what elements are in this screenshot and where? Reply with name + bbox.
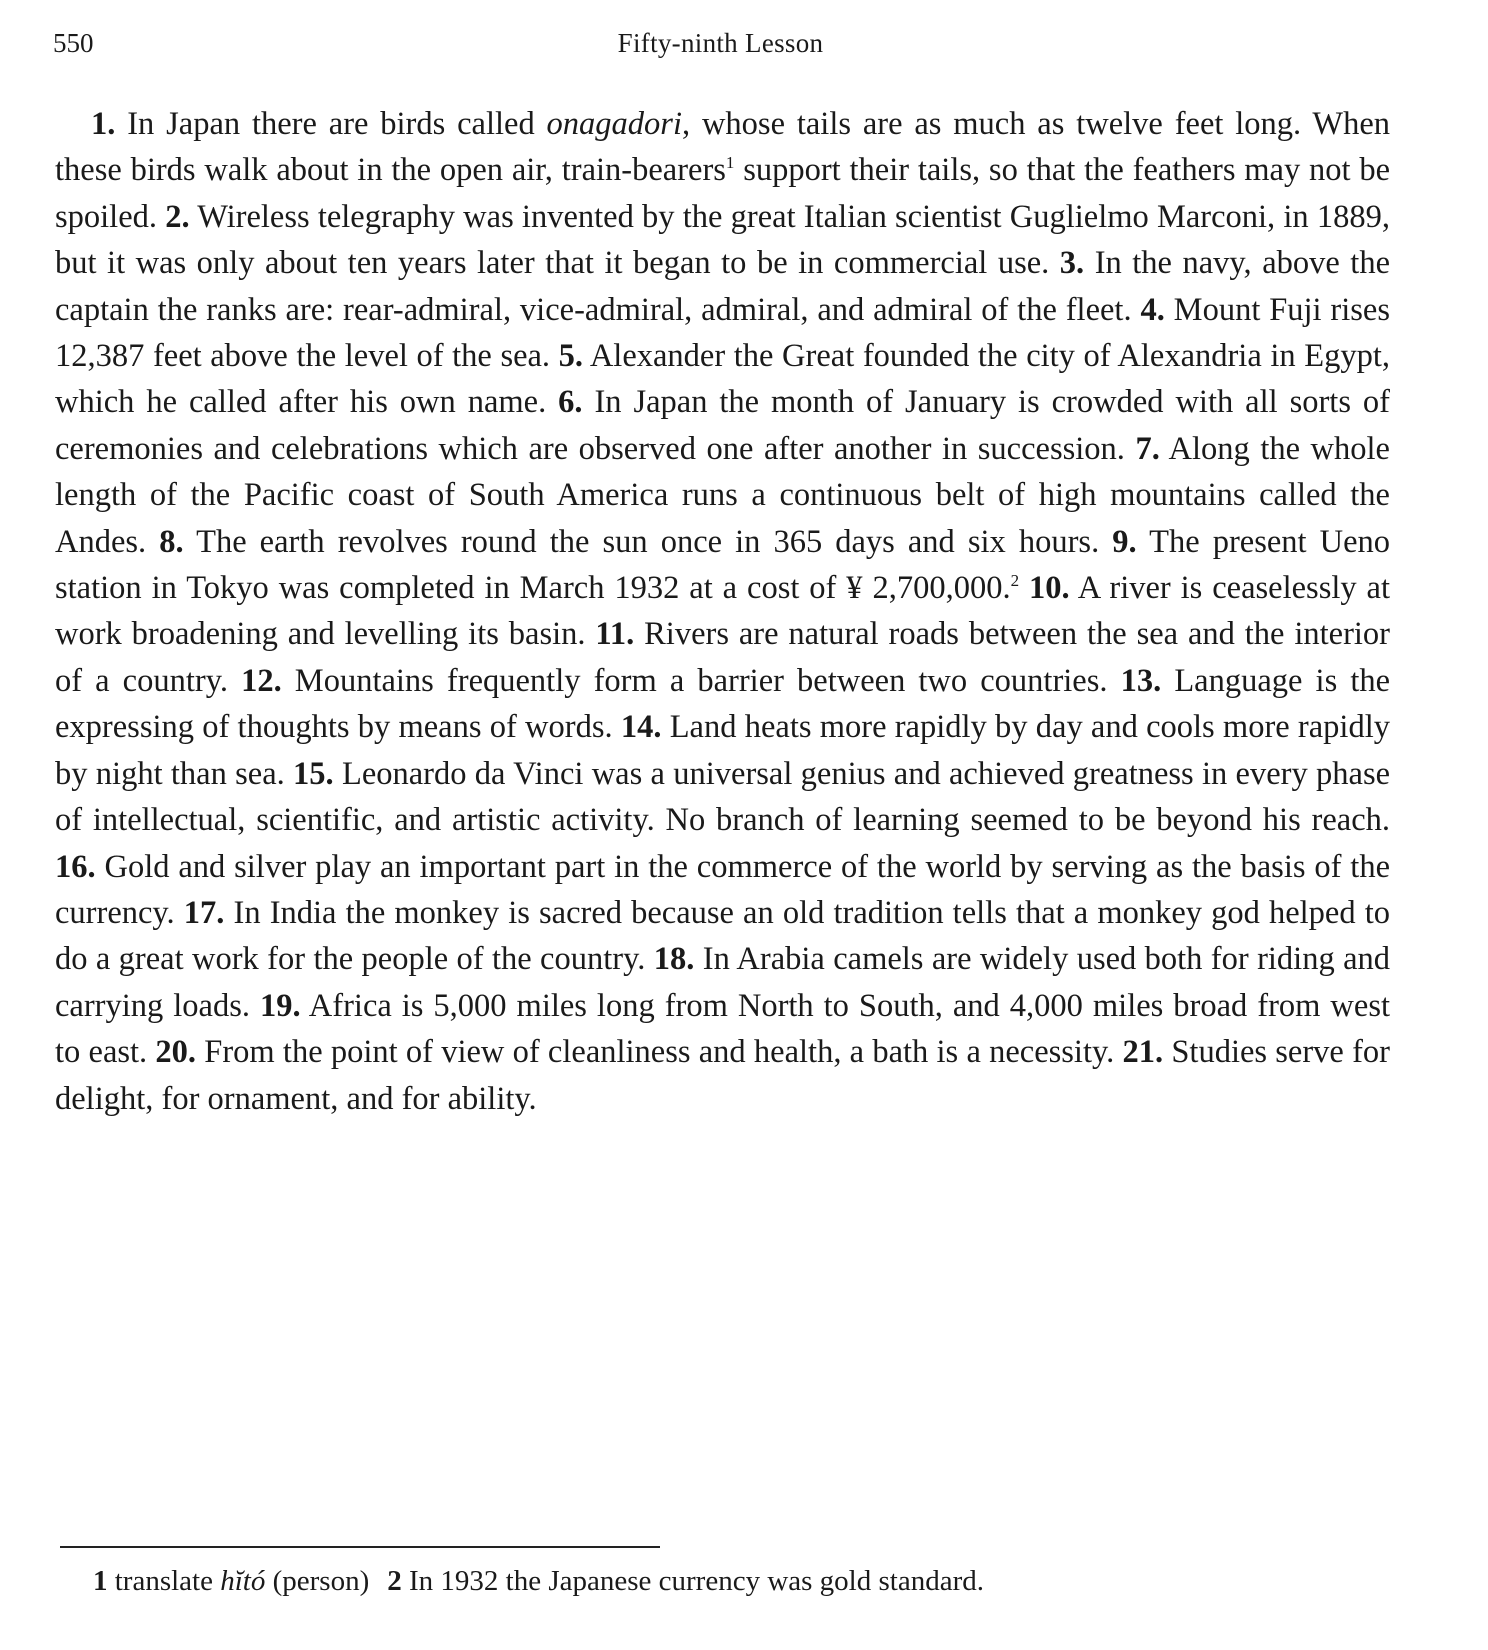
sentence-number: 9.	[1112, 523, 1137, 560]
sentence-number: 14.	[620, 709, 662, 746]
footnote-2: 2 In 1932 the Japanese currency was gold standard.	[387, 1565, 984, 1597]
sentence-2: 2. Wireless telegraphy was invented by the great Italian scientist Guglielmo Marconi, in 1889, but it was only about ten years later that it began to be in commercial use.	[55, 198, 1390, 282]
sentence-4: 4. Mount Fuji rises 12,387 feet above the level of the sea.	[55, 291, 1391, 375]
sentence-19: 19. Africa is 5,000 miles long from North to South, and 4,000 miles broad from west to east.	[55, 987, 1390, 1071]
sentence-number: 15.	[293, 755, 334, 792]
sentence-number: 17.	[183, 894, 225, 931]
footnote-number: 2	[387, 1565, 402, 1597]
sentence-3: 3. In the navy, above the captain the ranks are: rear-admiral, vice-admiral, admiral, and admiral of the fleet.	[55, 245, 1391, 328]
italic-term: onagadori	[546, 106, 682, 142]
sentence-number: 7.	[1135, 430, 1160, 467]
page-number: 550	[53, 28, 94, 58]
sentence-14: 14. Land heats more rapidly by day and cools more rapidly by night than sea.	[55, 709, 1390, 792]
running-title: Fifty-ninth Lesson	[617, 28, 824, 58]
lesson-paragraph	[55, 101, 1390, 1122]
sentence-number: 21.	[1122, 1034, 1164, 1071]
sentence-number: 10.	[1029, 570, 1070, 607]
sentence-16: 16. Gold and silver play an important part in the commerce of the world by serving as the basis of the currency.	[55, 848, 1390, 931]
sentence-10: 10. A river is ceaselessly at work broadening and levelling its basin.	[55, 570, 1390, 653]
footnote-ref: 1	[725, 153, 735, 173]
sentence-number: 19.	[259, 987, 301, 1024]
sentence-1: 1. In Japan there are birds called onagadori, whose tails are as much as twelve feet long. When these birds walk about in the open air, train-bearers$^1$ support their tails, so that the feathers may not be spoiled.	[55, 106, 1390, 235]
footnote-divider	[60, 1546, 660, 1548]
sentence-number: 8.	[159, 523, 184, 560]
footnotes	[93, 1563, 984, 1599]
footnote-1: 1 translate hĭtó (person)	[93, 1565, 370, 1597]
sentence-number: 13.	[1120, 662, 1162, 699]
sentence-15: 15. Leonardo da Vinci was a universal genius and achieved greatness in every phase of intellectual, scientific, and artistic activity. No branch of learning seemed to be beyond his reach.	[55, 755, 1391, 839]
sentence-21: 21. Studies serve for delight, for ornament, and for ability.	[55, 1034, 1390, 1117]
sentence-17: 17. In India the monkey is sacred because an old tradition tells that a monkey god helped to do a great work for the people of the country.	[55, 894, 1390, 978]
sentence-number: 3.	[1059, 245, 1085, 282]
page-header	[53, 28, 1388, 68]
footnote-ref: 2	[1010, 571, 1020, 591]
sentence-13: 13. Language is the expressing of thoughts by means of words.	[55, 662, 1391, 746]
sentence-8: 8. The earth revolves round the sun once in 365 days and six hours.	[159, 523, 1100, 560]
sentence-number: 6.	[558, 384, 583, 421]
sentence-number: 18.	[653, 941, 695, 978]
sentence-number: 2.	[165, 198, 190, 235]
sentence-9: 9. The present Ueno station in Tokyo was completed in March 1932 at a cost of ¥ 2,700,000.$^2$	[55, 523, 1391, 607]
sentence-number: 16.	[55, 848, 96, 885]
sentence-18: 18. In Arabia camels are widely used both for riding and carrying loads.	[55, 941, 1391, 1024]
sentence-number: 20.	[155, 1034, 197, 1071]
sentence-5: 5. Alexander the Great founded the city of Alexandria in Egypt, which he called after his own name.	[55, 338, 1390, 421]
sentence-number: 12.	[241, 662, 282, 699]
sentence-12: 12. Mountains frequently form a barrier between two countries.	[241, 662, 1108, 699]
sentence-7: 7. Along the whole length of the Pacific coast of South America runs a continuous belt of high mountains called the Andes.	[55, 430, 1390, 560]
italic-term: hĭtó	[220, 1565, 266, 1597]
sentence-6: 6. In Japan the month of January is crowded with all sorts of ceremonies and celebrations which are observed one after another in succession.	[55, 384, 1390, 467]
footnote-number: 1	[93, 1565, 108, 1597]
sentence-number: 5.	[558, 338, 584, 375]
sentence-20: 20. From the point of view of cleanliness and health, a bath is a necessity.	[155, 1034, 1115, 1071]
sentence-number: 1.	[91, 106, 116, 142]
sentence-11: 11. Rivers are natural roads between the sea and the interior of a country.	[55, 616, 1391, 699]
sentence-number: 11.	[595, 616, 635, 653]
sentence-number: 4.	[1140, 291, 1165, 328]
